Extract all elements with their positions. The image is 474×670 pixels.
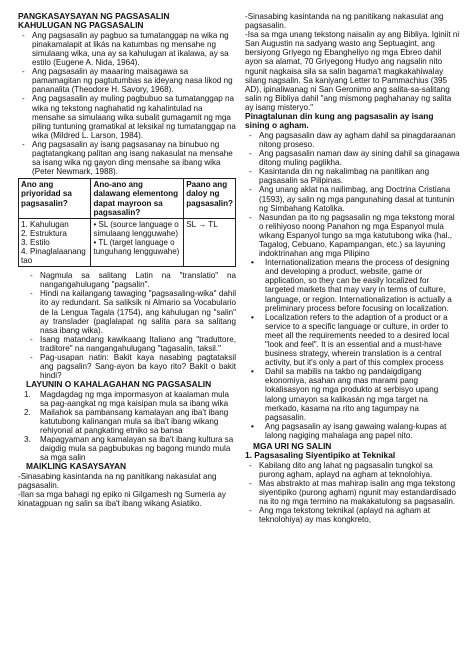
objective-item: 2. Mailahok sa pambansang kamalayan ang iba't ibang katutubong kalinangan mula sa iba't ibang wikang rehiyonal at pangkating etniko sa bansa <box>24 407 229 436</box>
element-tl: • TL (target language o tunguhang lengguwahe) <box>93 237 180 256</box>
etymology-item: - Pag-usapan natin: Bakit kaya nasabing pagtataksil ang pagsalin? Sang-ayon ba kayo rito? Bakit o bakit hindi? <box>18 353 236 380</box>
priority-item: 1. Kahulugan <box>21 219 69 229</box>
etymology-item: - Nagmula sa salitang Latin na "translatio" na nangangahulugang "pagsalin". <box>18 271 236 289</box>
ph-history-item: - Ang pagsasalin daw ay agham dahil sa pinagdaraanan nitong proseso. <box>245 131 460 149</box>
type-item: - Kabilang dito ang lahat ng pagsasalin tungkol sa purong agham, aplayd na agham at teknolohiya. <box>245 461 460 479</box>
section-heading-sining-agham: Pinagtalunan din kung ang pagsasalin ay isang sining o agham. <box>245 111 434 131</box>
section-heading-layunin: LAYUNIN O KAHALAGAHAN NG PAGSASALIN <box>26 379 212 390</box>
priority-item: 4. Pinaglalaanang tao <box>21 246 86 266</box>
section-heading-kahulugan: KAHULUGAN NG PAGSASALIN <box>18 20 144 31</box>
definition-item: - Ang pagsasalin ay muling pagbubuo sa tumatanggap na wika ng tekstong naghahatid ng kahalintulad na mensahe sa simulaang wika subalit gumagamit ng mga piling tuntuning gramatikal at leksikal ng tumatanggap na wika (Mildred L. Larson, 1984). <box>18 94 236 139</box>
table-cell-flow: SL → TL <box>184 218 236 266</box>
section-heading-uri: MGA URI NG SALIN <box>253 441 332 452</box>
history-item: -Sinasabing kasintanda na ng panitikang nakasulat ang pagsasalin. <box>245 12 444 31</box>
section-heading-kasaysayan: MAIKLING KASAYSAYAN <box>26 461 127 472</box>
history-item: -Isa sa mga unang tekstong naisalin ay ang Bibliya. Iginiit ni San Augustin na sadyang wasto ang Septuagint, ang bersiyong Griyego ng Ebangheliyo ng mga Ebreo dahil ayon sa alamat, 70 Griyegong Hudyo ang nagsalin nito ngunit nagkaisa sila sa salin bagama't magkakahiwalay silang nagsalin. Sa kaniyang Letter to Pammachius (395 AD), ipinaliwanag ni San Geronimo ang salita-sa-salitang salin ng Bibliya dahil "ang mismong paghahanay ng salita ay isang misteryo." <box>245 30 460 112</box>
priority-table <box>18 178 236 267</box>
history-item: -Ilan sa mga bahagi ng epiko ni Gilgamesh ng Sumeria ay kinatagpuan ng salin sa iba't ibang wikang Asiatiko. <box>18 490 226 509</box>
etymology-item: - Isang matandang kawikaang Italiano ang "traduttore, traditore" na nangangahulugang "tagasalin, taksil." <box>18 335 236 353</box>
right-column <box>245 12 460 525</box>
element-sl: • SL (source language o simulaang lengguwahe) <box>93 219 179 238</box>
priority-item: 3. Estilo <box>21 237 50 247</box>
definition-item: - Ang pagsasalin ay pagbuo sa tumatanggap na wika ng pinakamalapit at likás na katumbas ng mensahe ng simulaang wika, una ay sa kahulugan at ikalawa, ay sa estilo (Eugene A. Nida, 1964). <box>18 31 236 67</box>
table-cell-priorities <box>19 218 91 266</box>
definition-item: - Ang pagsasalin ay maaaring maisagawa sa pamamagitan ng pagtutumbas sa ideyang nasa likod ng pananalita (Theodore H. Savory, 1968). <box>18 67 236 94</box>
history-item: -Sinasabing kasintanda na ng panitikang nakasulat ang pagsasalin. <box>18 471 217 490</box>
left-column <box>18 12 236 508</box>
bullet-item: • Dahil sa mabilis na takbo ng pandaigdigang ekonomiya, asahan ang mas marami pang lokalisasyon ng mga produkto at serbisyo upang lalong umayon sa kalikasán ng mga target na merkado, kasama na rito ang tagumpay na pagsasalin. <box>245 367 460 422</box>
subsection-heading-siyentipiko: 1. Pagsasaling Siyentipiko at Teknikal <box>245 450 396 461</box>
definition-item: - Ang pagsasalin ay isang pagsasanay na binubuo ng pagtatangkang palitan ang isang nakasulat na mensahe sa isang wika ng gayon ding mensahe sa ibang wika (Peter Newmark, 1988). <box>18 140 236 176</box>
bullet-item: • Ang pagsasalin ay isang gawaing walang-kupas at lalong nagiging mahalaga ang papel nito. <box>245 422 460 440</box>
ph-history-item: - Ang unang aklat na nailimbag, ang Doctrina Cristiana (1593), ay salin ng mga pangunahing dasal at tuntunin ng Simbahang Katolika. <box>245 185 460 212</box>
bullet-item: • Localization refers to the adaption of a product or a service to a specific language or culture, in order to meet all the requirements needed to a desired local "look and feel". It is an essential and a must-have business strategy, wherein translation is a central activity, but it's only a part of this complex process <box>245 313 460 368</box>
ph-history-item: - Ang pagsasalin naman daw ay sining dahil sa ginagawa ditong muling paglikha. <box>245 149 460 167</box>
table-header-elements: Ano-ano ang dalawang elementong dapat mayroon sa pagsasalin? <box>91 179 184 218</box>
priority-item: 2. Estruktura <box>21 228 67 238</box>
etymology-item: - Hindi na kailangang tawaging "pagsasaling-wika" dahil ito ay redundant. Sa saliksik ni Almario sa Vocabulario de la Lengua Tagala (1754), ang kahulugan ng "salin" ay translader (paglalapat ng salita para sa salitang nasa ibang wika). <box>18 289 236 334</box>
document-title: PANGKASAYSAYAN NG PAGSASALIN <box>18 11 170 21</box>
type-item: - Ang mga tekstong teknikal (aplayd na agham at teknolohiya) ay mas kongkreto, <box>245 506 460 524</box>
table-header-priority: Ano ang priyoridad sa pagsasalin? <box>19 179 91 218</box>
table-cell-elements <box>91 218 184 266</box>
type-item: - Mas abstrakto at mas mahirap isalin ang mga tekstong siyentipiko (purong agham) ngunit may estandardisado na ito ng mga termino na makakatulong sa pagsasalin. <box>245 479 460 506</box>
bullet-item: • Internationalization means the process of designing and developing a product, website, game or application, so they can be easily localized for targeted markets that may vary in terms of culture, language, or region. Internationalization is actually a preliminary process before focusing on localization. <box>245 258 460 313</box>
ph-history-item: - Kasintanda din ng nakalimbag na panitikan ang pagsasalin sa Pilipinas. <box>245 167 460 185</box>
table-header-flow: Paano ang daloy ng pagsasalin? <box>184 179 236 218</box>
objective-item: 3. Mapagyaman ang kamalayan sa iba't ibang kultura sa daigdig mula sa pagbubukas ng bagong mundo mula sa mga salin <box>24 435 234 463</box>
ph-history-item: - Nasundan pa ito ng pagsasalin ng mga tekstong moral o relihiyoso noong Panahon ng mga Espanyol mula wikang Espanyol tungo sa mga katutubong wika (hal., Tagalog, Cebuano, Kapampangan, etc.) sa layuning indoktrinahan ang mga Pilipino <box>245 213 460 258</box>
objective-item: 1. Magdagdag ng mga impormasyon at kaalaman mula sa pag-aangkat ng mga kaisipan mula sa ibang wika <box>24 389 229 408</box>
